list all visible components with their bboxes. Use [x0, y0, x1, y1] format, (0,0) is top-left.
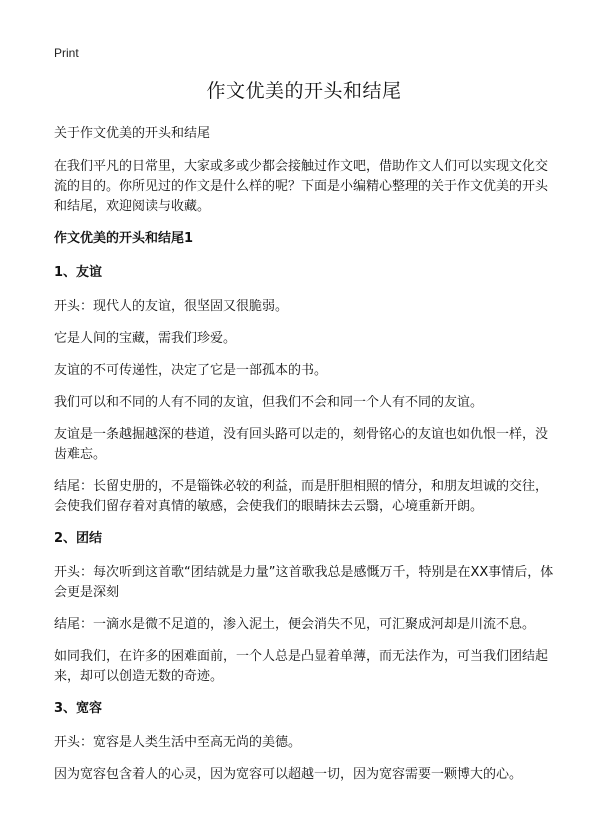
- document-body: [54, 78, 554, 797]
- print-label[interactable]: Print: [54, 46, 79, 60]
- paragraph: 因为宽容包含着人的心灵，因为宽容可以超越一切，因为宽容需要一颗博大的心。: [54, 767, 523, 782]
- section-friendship: [54, 263, 554, 517]
- paragraph: 开头：宽容是人类生活中至高无尚的美德。: [54, 735, 302, 750]
- section-title: 1、友谊: [54, 265, 103, 280]
- document-subtitle: 关于作文优美的开头和结尾: [54, 126, 211, 141]
- section-tolerance: [54, 699, 554, 785]
- paragraph: 友谊是一条越掘越深的巷道，没有回头路可以走的，刻骨铭心的友谊也如仇恨一样，没齿难忘。: [54, 427, 549, 462]
- paragraph: 开头：现代人的友谊，很坚固又很脆弱。: [54, 299, 289, 314]
- section-title: 3、宽容: [54, 701, 103, 716]
- paragraph: 结尾：一滴水是微不足道的，渗入泥土，便会消失不见，可汇聚成河却是川流不息。: [54, 617, 536, 632]
- paragraph: 它是人间的宝藏，需我们珍爱。: [54, 331, 237, 346]
- section-unity: [54, 529, 554, 687]
- paragraph: 开头：每次听到这首歌“团结就是力量”这首歌我总是感慨万千，特别是在XX事情后，体会更是深刻: [54, 565, 554, 600]
- paragraph: 友谊的不可传递性，决定了它是一部孤本的书。: [54, 363, 328, 378]
- section-title: 2、团结: [54, 531, 103, 546]
- page-title: 作文优美的开头和结尾: [206, 80, 402, 102]
- paragraph: 结尾：长留史册的，不是锱铢必较的利益，而是肝胆相照的情分，和朋友坦诚的交往，会使我们留存着对真情的敏感，会使我们的眼睛抹去云翳，心境重新开朗。: [54, 479, 549, 514]
- paragraph: 如同我们，在许多的困难面前，一个人总是凸显着单薄，而无法作为，可当我们团结起来，却可以创造无数的奇迹。: [54, 649, 549, 684]
- intro-paragraph: 在我们平凡的日常里，大家或多或少都会接触过作文吧，借助作文人们可以实现文化交流的目的。你所见过的作文是什么样的呢？下面是小编精心整理的关于作文优美的开头和结尾，欢迎阅读与收藏。: [54, 159, 549, 214]
- section-heading: 作文优美的开头和结尾1: [54, 231, 194, 246]
- paragraph: 我们可以和不同的人有不同的友谊，但我们不会和同一个人有不同的友谊。: [54, 395, 484, 410]
